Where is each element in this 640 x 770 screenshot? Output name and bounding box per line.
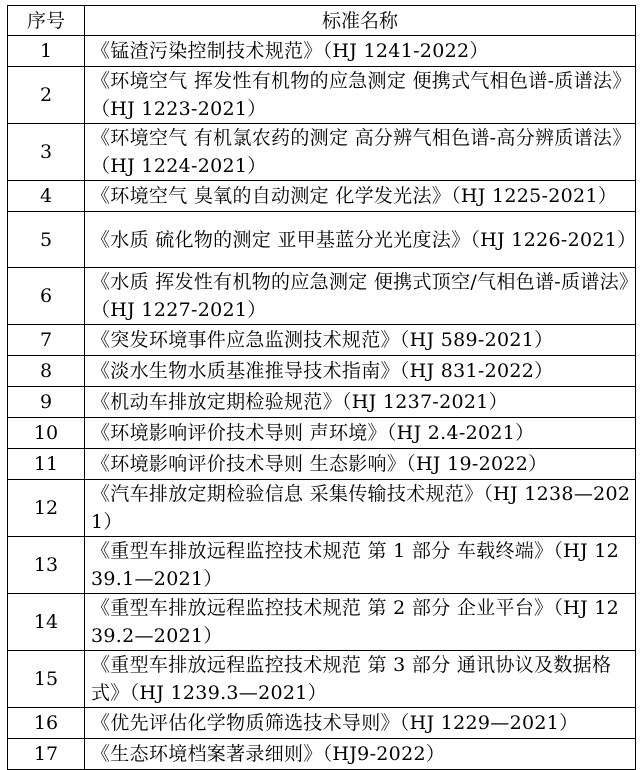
table-row <box>8 418 636 449</box>
row-index: 13 <box>8 537 85 594</box>
standard-name: 《环境空气 臭氧的自动测定 化学发光法》（HJ 1225-2021） <box>85 181 636 212</box>
table-row <box>8 181 636 212</box>
row-index: 16 <box>8 708 85 739</box>
row-index: 14 <box>8 594 85 651</box>
table-header-row <box>8 6 636 36</box>
table-row <box>8 124 636 181</box>
table-row <box>8 708 636 739</box>
standard-name: 《生态环境档案著录细则》（HJ9-2022） <box>85 739 636 770</box>
standard-name: 《机动车排放定期检验规范》（HJ 1237-2021） <box>85 387 636 418</box>
table-row <box>8 356 636 387</box>
row-index: 5 <box>8 212 85 268</box>
row-index: 3 <box>8 124 85 181</box>
standard-name: 《环境空气 挥发性有机物的应急测定 便携式气相色谱-质谱法》（HJ 1223-2021） <box>85 67 636 124</box>
row-index: 12 <box>8 480 85 537</box>
column-header-index: 序号 <box>8 6 85 36</box>
table-row <box>8 36 636 67</box>
standard-name: 《重型车排放远程监控技术规范 第 1 部分 车载终端》（HJ 1239.1—2021） <box>85 537 636 594</box>
row-index: 2 <box>8 67 85 124</box>
standard-name: 《水质 硫化物的测定 亚甲基蓝分光光度法》（HJ 1226-2021） <box>85 212 636 268</box>
column-header-name: 标准名称 <box>85 6 636 36</box>
standard-name: 《优先评估化学物质筛选技术导则》（HJ 1229—2021） <box>85 708 636 739</box>
table-row <box>8 212 636 268</box>
table-row <box>8 537 636 594</box>
table-row <box>8 67 636 124</box>
row-index: 15 <box>8 651 85 708</box>
table-row <box>8 325 636 356</box>
row-index: 7 <box>8 325 85 356</box>
table-row <box>8 594 636 651</box>
row-index: 1 <box>8 36 85 67</box>
standard-name: 《环境空气 有机氯农药的测定 高分辨气相色谱-高分辨质谱法》（HJ 1224-2021） <box>85 124 636 181</box>
row-index: 6 <box>8 268 85 325</box>
row-index: 11 <box>8 449 85 480</box>
standard-name: 《突发环境事件应急监测技术规范》（HJ 589-2021） <box>85 325 636 356</box>
table-row <box>8 739 636 770</box>
table-row <box>8 480 636 537</box>
standard-name: 《重型车排放远程监控技术规范 第 2 部分 企业平台》（HJ 1239.2—2021） <box>85 594 636 651</box>
row-index: 17 <box>8 739 85 770</box>
standard-name: 《环境影响评价技术导则 生态影响》（HJ 19-2022） <box>85 449 636 480</box>
standard-name: 《水质 挥发性有机物的应急测定 便携式顶空/气相色谱-质谱法》（HJ 1227-2021） <box>85 268 636 325</box>
standard-name: 《重型车排放远程监控技术规范 第 3 部分 通讯协议及数据格式》（HJ 1239.3—2021） <box>85 651 636 708</box>
standard-name: 《锰渣污染控制技术规范》（HJ 1241-2022） <box>85 36 636 67</box>
standard-name: 《淡水生物水质基准推导技术指南》（HJ 831-2022） <box>85 356 636 387</box>
row-index: 10 <box>8 418 85 449</box>
row-index: 4 <box>8 181 85 212</box>
standards-table <box>7 5 636 770</box>
row-index: 9 <box>8 387 85 418</box>
table-row <box>8 268 636 325</box>
standard-name: 《环境影响评价技术导则 声环境》（HJ 2.4-2021） <box>85 418 636 449</box>
table-row <box>8 651 636 708</box>
standard-name: 《汽车排放定期检验信息 采集传输技术规范》（HJ 1238—2021） <box>85 480 636 537</box>
row-index: 8 <box>8 356 85 387</box>
table-row <box>8 387 636 418</box>
table-row <box>8 449 636 480</box>
